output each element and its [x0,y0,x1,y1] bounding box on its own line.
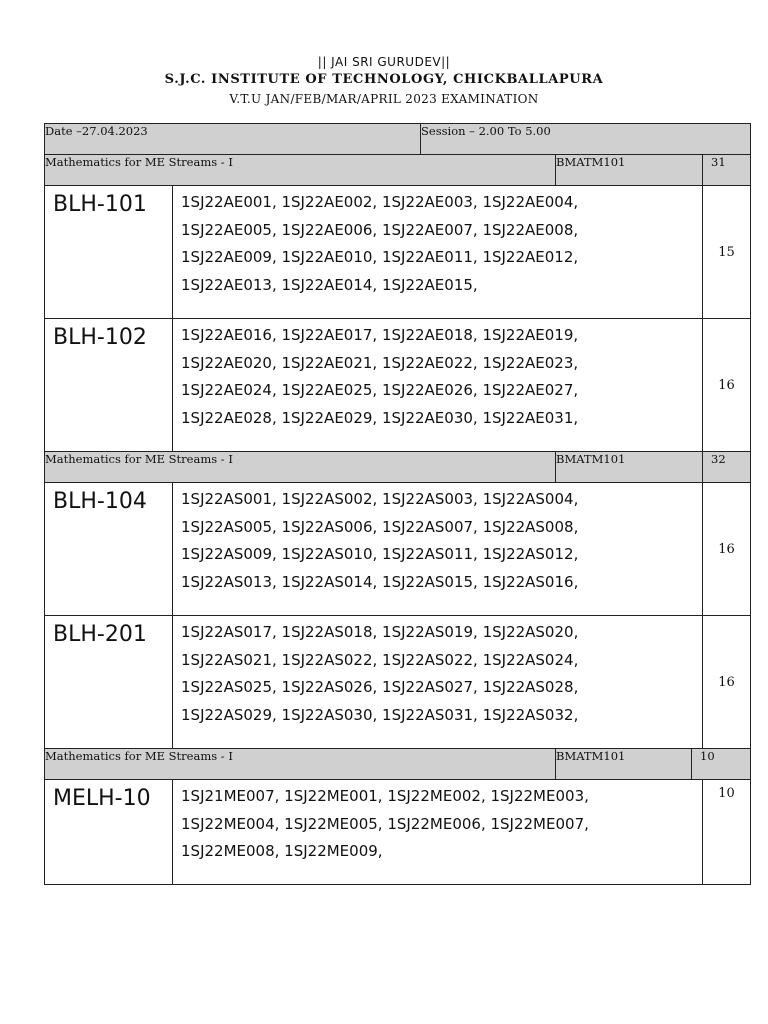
subject-name: Mathematics for ME Streams - I [45,155,556,186]
room-code: BLH-201 [45,616,173,749]
usn-list: 1SJ22AE016, 1SJ22AE017, 1SJ22AE018, 1SJ22AE019, 1SJ22AE020, 1SJ22AE021, 1SJ22AE022, 1SJ22AE023, 1SJ22AE024, 1SJ22AE025, 1SJ22AE026, 1SJ22AE027, 1SJ22AE028, 1SJ22AE029, 1SJ22AE030, 1SJ22AE031, [173,319,703,452]
room-code: MELH-10 [45,780,173,885]
room-count: 16 [703,483,751,616]
subject-code: BMATM101 [556,749,692,780]
room-count: 15 [703,186,751,319]
exam-session: Session – 2.00 To 5.00 [421,124,751,155]
exam-title: V.T.U JAN/FEB/MAR/APRIL 2023 EXAMINATION [229,92,539,106]
subject-row [45,452,751,483]
subject-name: Mathematics for ME Streams - I [45,452,556,483]
room-count: 10 [703,780,751,885]
subject-code: BMATM101 [556,452,703,483]
subject-row [45,749,751,780]
room-row [45,616,751,749]
room-count: 16 [703,319,751,452]
room-count: 16 [703,616,751,749]
room-code: BLH-104 [45,483,173,616]
room-row [45,186,751,319]
subject-total: 32 [703,452,751,483]
subject-code: BMATM101 [556,155,703,186]
subject-name: Mathematics for ME Streams - I [45,749,556,780]
subject-total: 31 [703,155,751,186]
subject-total: 10 [692,749,751,780]
usn-list: 1SJ22AE001, 1SJ22AE002, 1SJ22AE003, 1SJ22AE004, 1SJ22AE005, 1SJ22AE006, 1SJ22AE007, 1SJ22AE008, 1SJ22AE009, 1SJ22AE010, 1SJ22AE011, 1SJ22AE012, 1SJ22AE013, 1SJ22AE014, 1SJ22AE015, [173,186,703,319]
seating-table [44,123,751,885]
room-code: BLH-102 [45,319,173,452]
header-invocation: || JAI SRI GURUDEV|| [317,55,451,69]
exam-date: Date –27.04.2023 [45,124,421,155]
subject-row [45,155,751,186]
usn-list: 1SJ21ME007, 1SJ22ME001, 1SJ22ME002, 1SJ22ME003, 1SJ22ME004, 1SJ22ME005, 1SJ22ME006, 1SJ22ME007, 1SJ22ME008, 1SJ22ME009, [173,780,703,885]
room-row [45,483,751,616]
room-row [45,319,751,452]
usn-list: 1SJ22AS017, 1SJ22AS018, 1SJ22AS019, 1SJ22AS020, 1SJ22AS021, 1SJ22AS022, 1SJ22AS022, 1SJ22AS024, 1SJ22AS025, 1SJ22AS026, 1SJ22AS027, 1SJ22AS028, 1SJ22AS029, 1SJ22AS030, 1SJ22AS031, 1SJ22AS032, [173,616,703,749]
date-session-row [45,124,751,155]
room-code: BLH-101 [45,186,173,319]
room-row [45,780,751,885]
institute-title: S.J.C. INSTITUTE OF TECHNOLOGY, CHICKBALLAPURA [164,72,604,87]
usn-list: 1SJ22AS001, 1SJ22AS002, 1SJ22AS003, 1SJ22AS004, 1SJ22AS005, 1SJ22AS006, 1SJ22AS007, 1SJ22AS008, 1SJ22AS009, 1SJ22AS010, 1SJ22AS011, 1SJ22AS012, 1SJ22AS013, 1SJ22AS014, 1SJ22AS015, 1SJ22AS016, [173,483,703,616]
